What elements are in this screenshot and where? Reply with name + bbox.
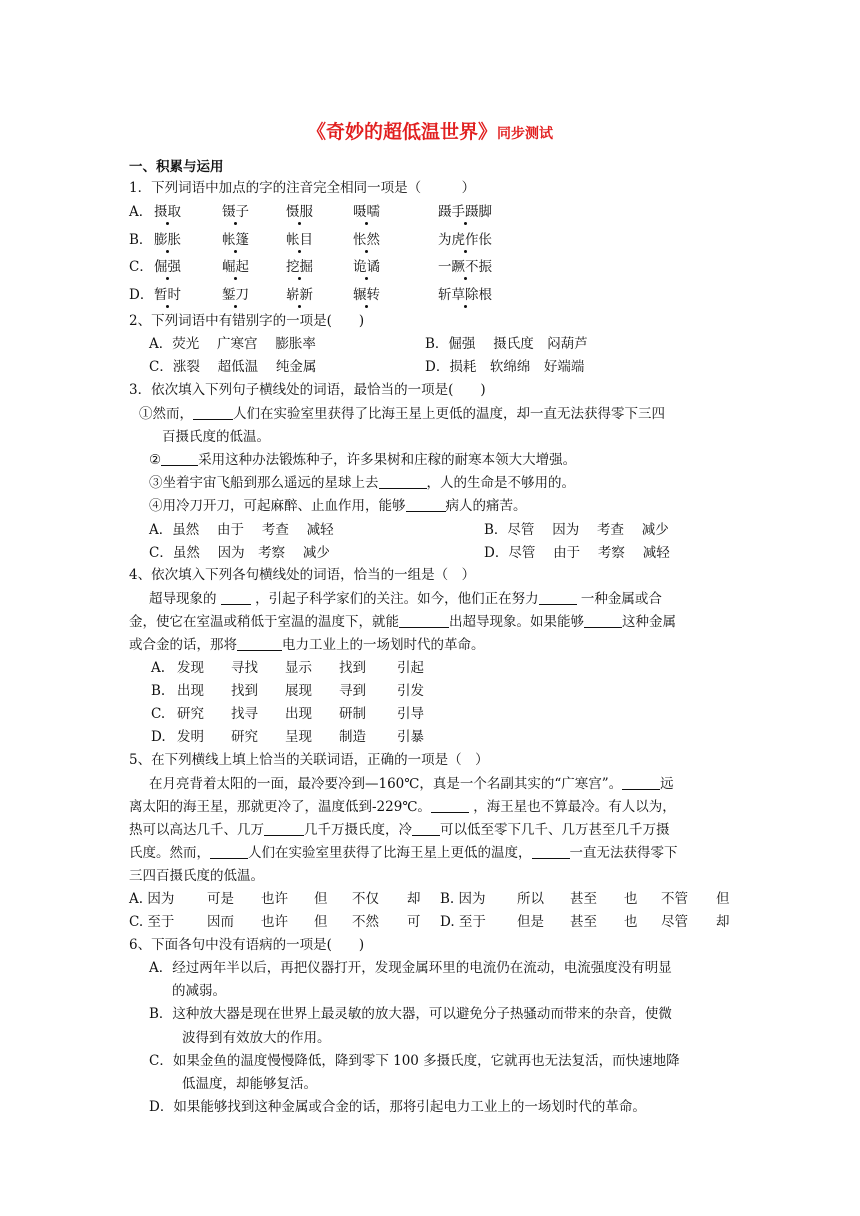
question-3-sentence-1: ①然而， 人们在实验室里获得了比海王星上更低的温度，却一直无法获得零下三四: [139, 406, 665, 422]
question-5-options-ab: A. 因为 可是 也许 但 不仅 却 B. 因为 所以 甚至 也 不管 但: [129, 891, 730, 907]
question-6-option-d: D．如果能够找到这种金属或合金的话，那将引起电力工业上的一场划时代的革命。: [149, 1099, 646, 1115]
question-6-option-b-cont: 波得到有效放大的作用。: [182, 1030, 331, 1046]
question-6-option-c-cont: 低温度，却能够复活。: [182, 1076, 317, 1092]
question-4-passage-line-1: 超导现象的 ，引起子科学家们的关注。如今，他们正在努力 一种金属或合: [149, 591, 662, 607]
blank-line: [221, 590, 251, 605]
blank-line: [412, 821, 440, 836]
question-6-option-c: C．如果金鱼的温度慢慢降低，降到零下 100 多摄氏度，它就再也无法复活，而快速地降: [149, 1053, 680, 1069]
blank-line: [161, 451, 198, 466]
question-5-passage-line-1: 在月亮背着太阳的一面，最冷要冷到—160℃，真是一个名副其实的“广寒宫”。 远: [149, 776, 674, 792]
question-2-option-b: B．倔强 摄氏度 闷葫芦: [425, 336, 588, 352]
question-5-passage-line-3: 热可以高达几千、几万 几千万摄氏度，冷 可以低至零下几千、几万甚至几千万摄: [129, 822, 670, 838]
question-5-passage-line-2: 离太阳的海王星，那就更冷了，温度低到-229℃。 ，海王星也不算最冷。有人以为，: [129, 799, 676, 815]
question-2-option-c: C．涨裂 超低温 纯金属: [149, 359, 317, 375]
question-3-option-c: C．虽然 因为 考察 减少: [149, 545, 330, 561]
question-1-stem: 1．下列词语中加点的字的注音完全相同一项是（ ）: [129, 180, 476, 196]
question-1-option-b: B． 膨胀 帐篷 帐目 怅然 为虎作伥: [129, 232, 492, 248]
blank-line: [237, 636, 282, 651]
section-heading: 一、积累与运用: [129, 159, 224, 175]
question-1-option-d: D． 暂时 錾刀 崭新 辗转 斩草除根: [129, 287, 492, 303]
question-5-stem: 5、在下列横线上填上恰当的关联词语，正确的一项是（ ）: [129, 752, 489, 768]
question-3-option-a: A．虽然 由于 考查 减轻: [149, 522, 334, 538]
question-5-passage-line-5: 三四百摄氏度的低温。: [129, 868, 264, 884]
question-2-option-d: D．损耗 软绵绵 好端端: [425, 359, 585, 375]
question-4-passage-line-3: 或合金的话，那将 电力工业上的一场划时代的革命。: [129, 637, 485, 653]
blank-line: [532, 844, 570, 859]
question-3-sentence-2: ② 采用这种办法锻炼种子，许多果树和庄稼的耐寒本领大大增强。: [149, 452, 577, 468]
question-3-option-b: B．尽管 因为 考查 减少: [484, 522, 669, 538]
question-3-sentence-4: ④用冷刀开刀，可起麻醉、止血作用，能够 病人的痛苦。: [149, 498, 527, 514]
blank-line: [193, 405, 233, 420]
title-sub: 同步测试: [497, 126, 553, 142]
question-5-passage-line-4: 氏度。然而， 人们在实验室里获得了比海王星上更低的温度， 一直无法获得零下: [129, 845, 678, 861]
question-4-stem: 4、依次填入下列各句横线处的词语，恰当的一组是（ ）: [129, 567, 476, 583]
question-4-option-c: C. 研究 找寻 出现 研制 引导: [151, 706, 424, 722]
blank-line: [622, 775, 660, 790]
blank-line: [264, 821, 304, 836]
question-3-sentence-1-cont: 百摄氏度的低温。: [162, 429, 270, 445]
page-title: [0, 117, 860, 144]
question-1-option-c: C． 倔强 崛起 挖掘 诡谲 一蹶不振: [129, 259, 492, 275]
blank-line: [584, 613, 622, 628]
question-3-sentence-3: ③坐着宇宙飞船到那么遥远的星球上去 ，人的生命是不够用的。: [149, 475, 575, 491]
title-main: 《奇妙的超低温世界》: [306, 121, 497, 143]
blank-line: [399, 613, 449, 628]
question-4-passage-line-2: 金，使它在室温或稍低于室温的温度下，就能 出超导现象。如果能够 这种金属: [129, 614, 676, 630]
question-6-option-a-cont: 的减弱。: [172, 983, 226, 999]
blank-line: [406, 497, 446, 512]
question-6-stem: 6、下面各句中没有语病的一项是( ): [129, 937, 365, 953]
blank-line: [379, 474, 427, 489]
question-1-option-a: A． 摄取 镊子 慑服 嗫嚅 蹑手蹑脚: [129, 204, 492, 220]
blank-line: [431, 798, 469, 813]
question-4-option-a: A. 发现 寻找 显示 找到 引起: [151, 660, 424, 676]
question-5-options-cd: C. 至于 因而 也许 但 不然 可 D. 至于 但是 甚至 也 尽管 却: [129, 914, 730, 930]
question-4-option-d: D. 发明 研究 呈现 制造 引暴: [151, 729, 424, 745]
question-3-stem: 3．依次填入下列句子横线处的词语，最恰当的一项是( ): [129, 382, 486, 398]
question-3-option-d: D．尽管 由于 考察 减轻: [484, 545, 670, 561]
question-4-option-b: B. 出现 找到 展现 寻到 引发: [151, 683, 424, 699]
question-2-option-a: A．荧光 广寒宫 膨胀率: [149, 336, 316, 352]
question-6-option-b: B．这种放大器是现在世界上最灵敏的放大器，可以避免分子热骚动而带来的杂音，使微: [149, 1006, 672, 1022]
blank-line: [539, 590, 577, 605]
question-6-option-a: A．经过两年半以后，再把仪器打开，发现金属环里的电流仍在流动，电流强度没有明显: [149, 960, 672, 976]
blank-line: [210, 844, 248, 859]
question-2-stem: 2、下列词语中有错别字的一项是( ): [129, 313, 365, 329]
